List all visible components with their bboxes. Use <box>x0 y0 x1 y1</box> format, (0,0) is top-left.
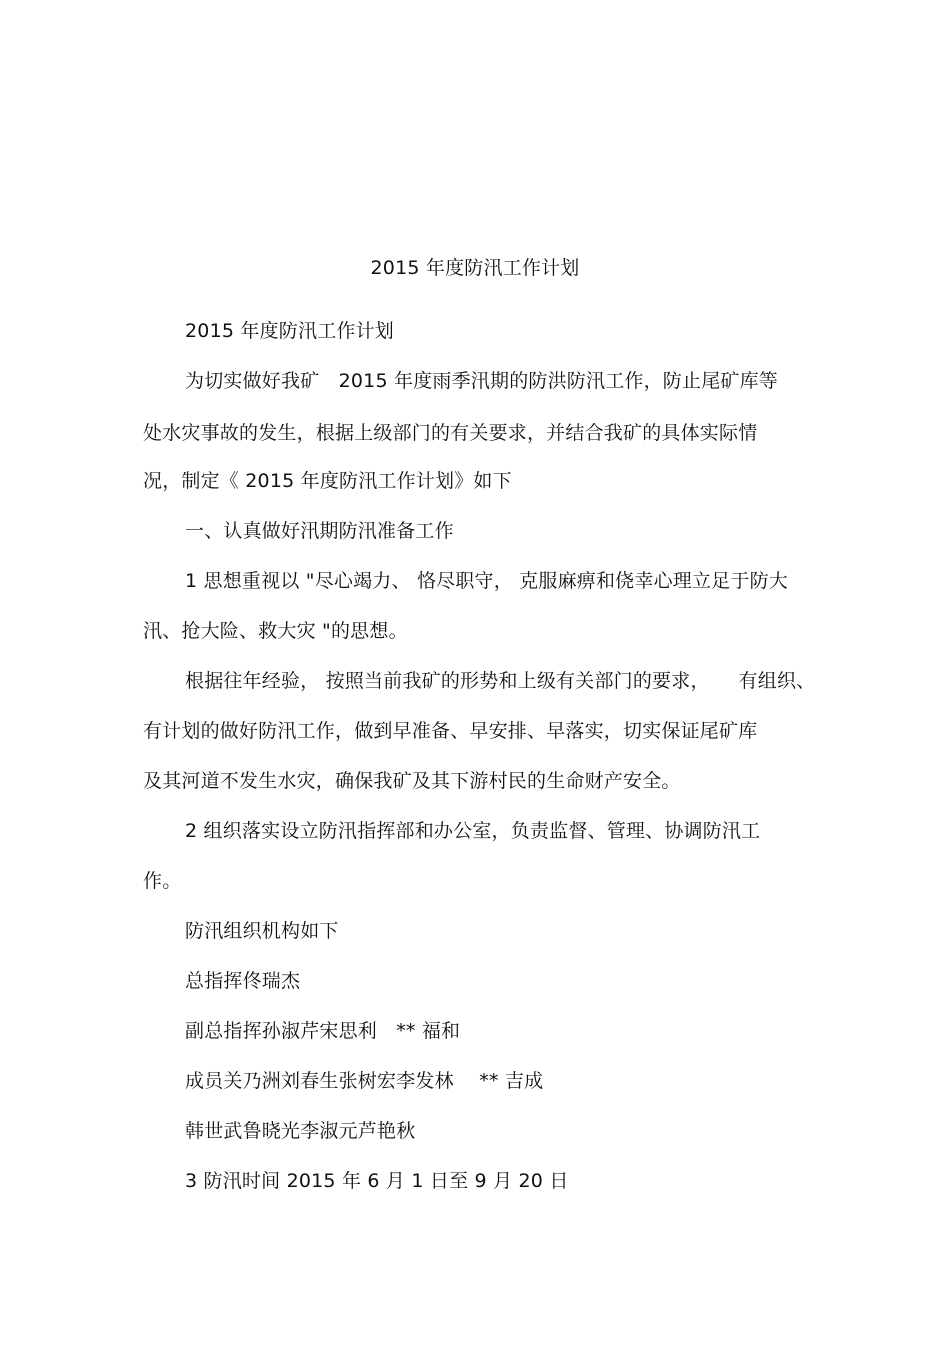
paragraph-line: 防汛组织机构如下 <box>185 920 339 942</box>
document-title: 2015 年度防汛工作计划 <box>370 257 580 279</box>
paragraph-line: 1 思想重视以 "尽心竭力、 恪尽职守， 克服麻痹和侥幸心理立足于防大 <box>185 570 788 592</box>
paragraph-line: 3 防汛时间 2015 年 6 月 1 日至 9 月 20 日 <box>185 1170 569 1192</box>
paragraph-line: 有计划的做好防汛工作，做到早准备、早安排、早落实，切实保证尾矿库 <box>143 720 758 742</box>
paragraph-line: 况，制定《 2015 年度防汛工作计划》如下 <box>143 470 512 492</box>
section-heading: 一、认真做好汛期防汛准备工作 <box>185 520 454 542</box>
paragraph-line: 成员关乃洲刘春生张树宏李发林 ** 吉成 <box>185 1070 544 1092</box>
paragraph-line: 处水灾事故的发生，根据上级部门的有关要求，并结合我矿的具体实际情 <box>143 422 758 444</box>
subtitle-line: 2015 年度防汛工作计划 <box>185 320 394 342</box>
paragraph-line: 副总指挥孙淑芹宋思利 ** 福和 <box>185 1020 461 1042</box>
paragraph-line: 汛、抢大险、救大灾 "的思想。 <box>143 620 408 642</box>
paragraph-line: 根据往年经验， 按照当前我矿的形势和上级有关部门的要求， 有组织、 <box>185 670 816 692</box>
paragraph-line: 2 组织落实设立防汛指挥部和办公室，负责监督、管理、协调防汛工 <box>185 820 761 842</box>
paragraph-line: 为切实做好我矿 2015 年度雨季汛期的防洪防汛工作，防止尾矿库等 <box>185 370 778 392</box>
paragraph-line: 韩世武鲁晓光李淑元芦艳秋 <box>185 1120 416 1142</box>
paragraph-line: 作。 <box>143 870 182 892</box>
paragraph-line: 及其河道不发生水灾，确保我矿及其下游村民的生命财产安全。 <box>143 770 681 792</box>
paragraph-line: 总指挥佟瑞杰 <box>185 970 301 992</box>
